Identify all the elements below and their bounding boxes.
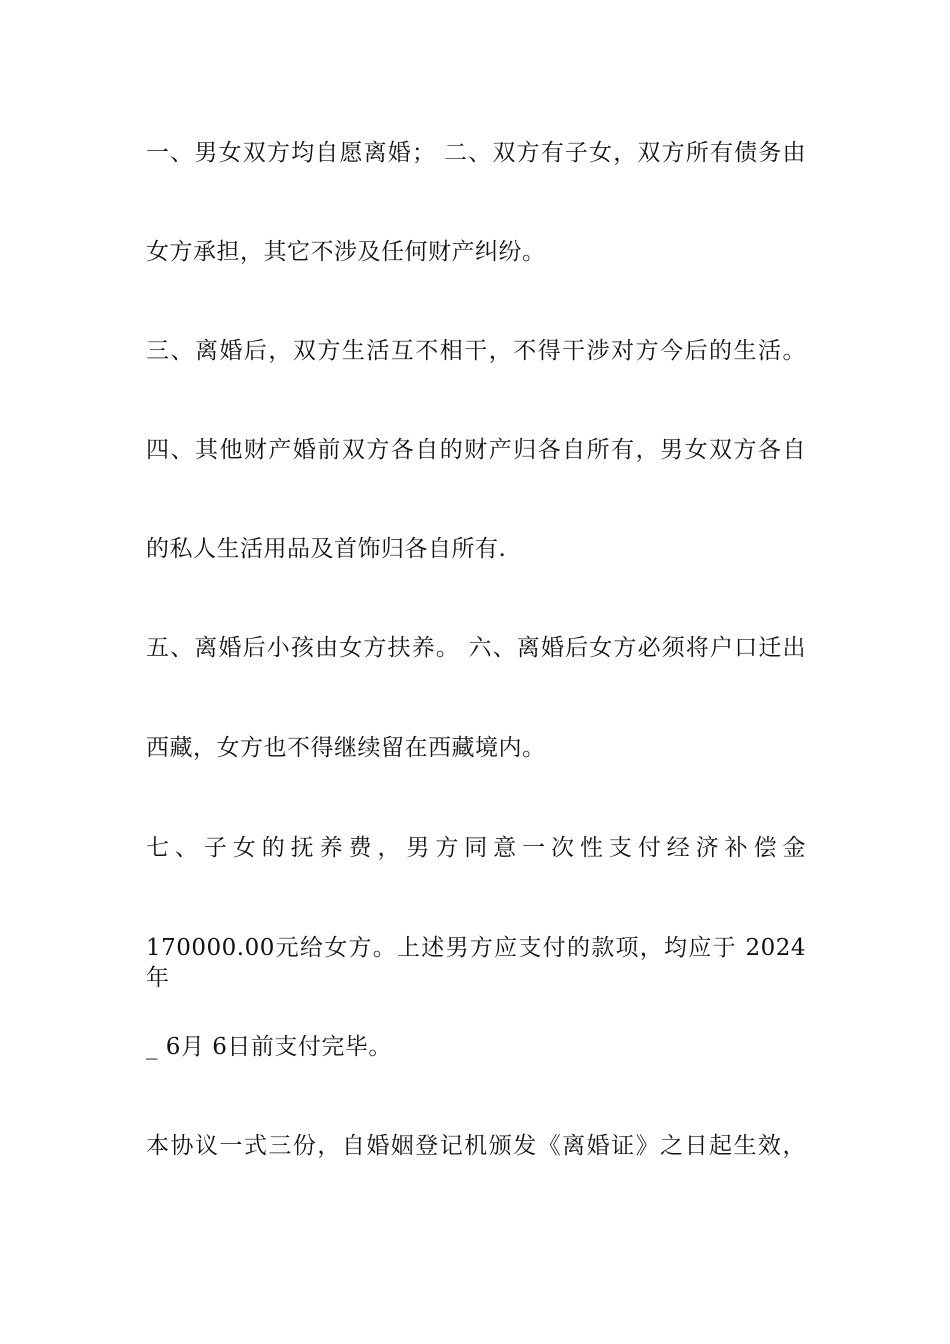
text-line-1: 一、男女双方均自愿离婚； 二、双方有子女，双方所有债务由 — [146, 140, 806, 166]
text-line-4: 四、其他财产婚前双方各自的财产归各自所有，男女双方各自 — [146, 437, 806, 463]
text-line-3: 三、离婚后，双方生活互不相干，不得干涉对方今后的生活。 — [146, 338, 806, 364]
text-line-6: 五、离婚后小孩由女方扶养。 六、离婚后女方必须将户口迁出 — [146, 635, 806, 661]
text-line-7: 西藏，女方也不得继续留在西藏境内。 — [146, 735, 546, 761]
text-line-8: 七、子女的抚养费，男方同意一次性支付经济补偿金 — [146, 835, 806, 861]
text-line-11: 本协议一式三份，自婚姻登记机颁发《离婚证》之日起生效， — [146, 1133, 806, 1159]
text-line-2: 女方承担，其它不涉及任何财产纠纷。 — [146, 239, 546, 265]
text-line-10: _ 6月 6日前支付完毕。 — [146, 1034, 392, 1060]
text-line-9: 170000.00元给女方。上述男方应支付的款项，均应于 2024 年 — [146, 935, 806, 991]
text-line-5: 的私人生活用品及首饰归各自所有. — [146, 536, 507, 562]
